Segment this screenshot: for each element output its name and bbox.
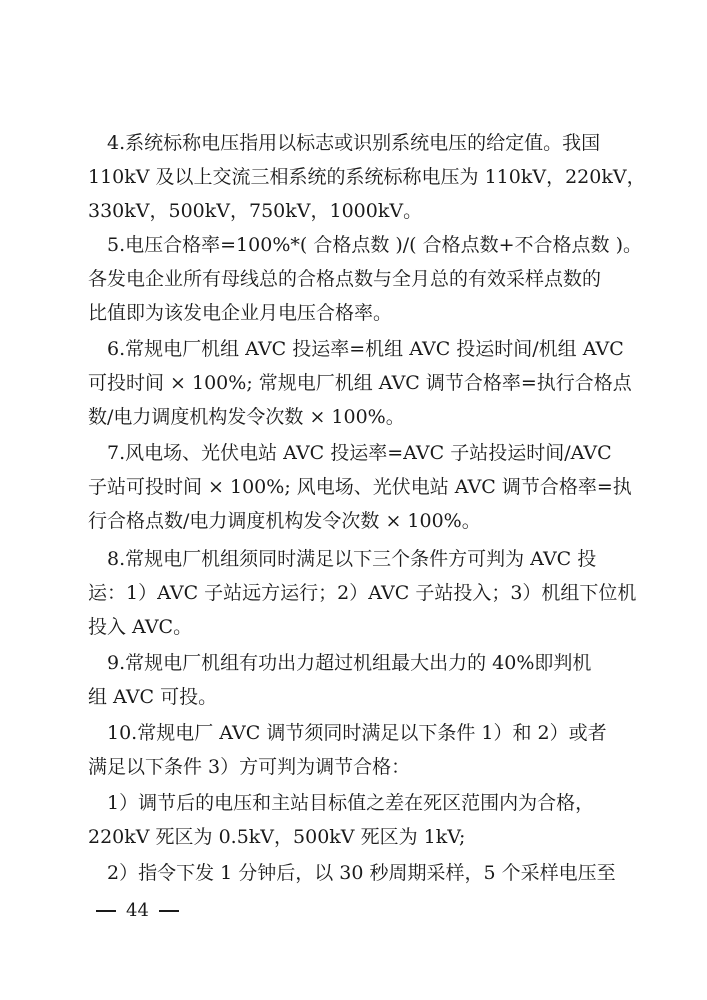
text-line: 运：1）AVC 子站远方运行；2）AVC 子站投入；3）机组下位机 [88, 582, 637, 604]
text-line: 投入 AVC。 [88, 616, 193, 638]
text-line: 比值即为该发电企业月电压合格率。 [88, 302, 393, 324]
footer-dash-right [159, 910, 179, 912]
text-line: 行合格点数/电力调度机构发令次数 × 100%。 [88, 510, 481, 532]
text-line: 数/电力调度机构发令次数 × 100%。 [88, 406, 405, 428]
paragraph [88, 786, 618, 854]
text-line: 4.系统标称电压指用以标志或识别系统电压的给定值。我国 [88, 132, 601, 154]
text-line: 220kV 死区为 0.5kV，500kV 死区为 1kV; [88, 826, 466, 848]
text-line: 子站可投时间 × 100%; 风电场、光伏电站 AVC 调节合格率=执 [88, 476, 632, 498]
text-line: 8.常规电厂机组须同时满足以下三个条件方可判为 AVC 投 [88, 548, 597, 570]
text-line: 6.常规电厂机组 AVC 投运率=机组 AVC 投运时间/机组 AVC [88, 338, 624, 360]
paragraph [88, 542, 637, 644]
text-line: 2）指令下发 1 分钟后，以 30 秒周期采样，5 个采样电压至 [88, 862, 616, 884]
page-footer [96, 898, 179, 924]
text-line: 各发电企业所有母线总的合格点数与全月总的有效采样点数的 [88, 268, 602, 290]
text-line: 可投时间 × 100%; 常规电厂机组 AVC 调节合格率=执行合格点 [88, 372, 632, 394]
page-number: 44 [126, 900, 149, 921]
text-line: 330kV，500kV，750kV，1000kV。 [88, 200, 423, 222]
paragraph [88, 436, 632, 538]
text-line: 110kV 及以上交流三相系统的系统标称电压为 110kV，220kV， [88, 166, 646, 188]
footer-dash-left [96, 910, 116, 912]
paragraph [88, 646, 618, 714]
paragraph [88, 856, 618, 890]
text-line: 9.常规电厂机组有功出力超过机组最大出力的 40%即判机 [88, 652, 592, 674]
paragraph [88, 228, 642, 330]
text-line: 组 AVC 可投。 [88, 686, 218, 708]
text-line: 满足以下条件 3）方可判为调节合格： [88, 756, 411, 778]
text-line: 10.常规电厂 AVC 调节须同时满足以下条件 1）和 2）或者 [88, 722, 607, 744]
paragraph [88, 332, 632, 434]
paragraph [88, 716, 618, 784]
text-line: 7.风电场、光伏电站 AVC 投运率=AVC 子站投运时间/AVC [88, 442, 612, 464]
paragraph [88, 126, 646, 228]
text-line: 5.电压合格率=100%*( 合格点数 )/( 合格点数+不合格点数 )。 [88, 234, 642, 256]
text-line: 1）调节后的电压和主站目标值之差在死区范围内为合格， [88, 792, 595, 814]
